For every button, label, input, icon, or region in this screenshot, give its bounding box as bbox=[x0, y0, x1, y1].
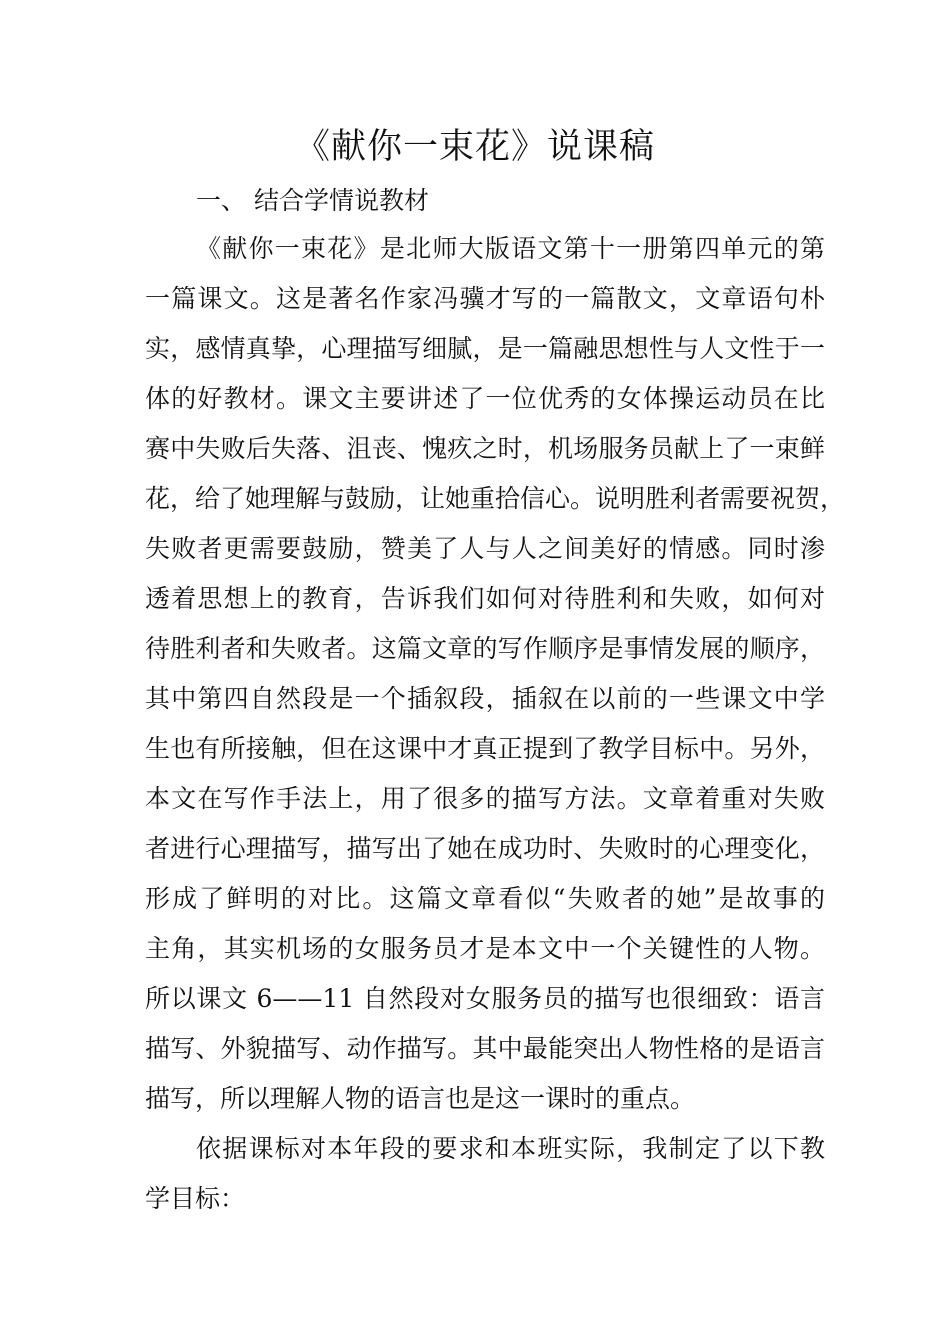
paragraph-line: 待胜利者和失败者。这篇文章的写作顺序是事情发展的顺序， bbox=[145, 634, 825, 663]
paragraph-line: 透着思想上的教育，告诉我们如何对待胜利和失败，如何对 bbox=[145, 584, 825, 613]
paragraph-line: 者进行心理描写，描写出了她在成功时、失败时的心理变化， bbox=[145, 834, 825, 863]
paragraph-line: 一篇课文。这是著名作家冯骥才写的一篇散文，文章语句朴 bbox=[145, 284, 825, 313]
paragraph-line: 花，给了她理解与鼓励，让她重拾信心。说明胜利者需要祝贺， bbox=[145, 484, 846, 513]
paragraph-line: 主角，其实机场的女服务员才是本文中一个关键性的人物。 bbox=[145, 934, 825, 963]
paragraph-line: 实，感情真挚，心理描写细腻，是一篇融思想性与人文性于一 bbox=[145, 334, 825, 363]
paragraph-line: 依据课标对本年段的要求和本班实际，我制定了以下教 bbox=[196, 1134, 825, 1163]
paragraph-line: 本文在写作手法上，用了很多的描写方法。文章着重对失败 bbox=[145, 784, 825, 813]
paragraph-line: 所以课文 6——11 自然段对女服务员的描写也很细致：语言 bbox=[145, 984, 825, 1013]
document-title: 《献你一束花》说课稿 bbox=[294, 127, 655, 167]
paragraph-line: 形成了鲜明的对比。这篇文章看似“失败者的她”是故事的 bbox=[145, 884, 825, 913]
paragraph-line: 体的好教材。课文主要讲述了一位优秀的女体操运动员在比 bbox=[145, 384, 825, 413]
paragraph-line: 赛中失败后失落、沮丧、愧疚之时，机场服务员献上了一束鲜 bbox=[145, 434, 825, 463]
paragraph-line: 描写、外貌描写、动作描写。其中最能突出人物性格的是语言 bbox=[145, 1034, 825, 1063]
paragraph-line: 其中第四自然段是一个插叙段，插叙在以前的一些课文中学 bbox=[145, 684, 825, 713]
paragraph-line: 《献你一束花》是北师大版语文第十一册第四单元的第 bbox=[196, 234, 825, 263]
section-heading: 一、 结合学情说教材 bbox=[196, 186, 429, 215]
paragraph-line: 描写，所以理解人物的语言也是这一课时的重点。 bbox=[145, 1084, 696, 1113]
paragraph-line: 生也有所接触，但在这课中才真正提到了教学目标中。另外， bbox=[145, 734, 825, 763]
paragraph-line: 学目标： bbox=[145, 1184, 246, 1213]
paragraph-line: 失败者更需要鼓励，赞美了人与人之间美好的情感。同时渗 bbox=[145, 534, 825, 563]
